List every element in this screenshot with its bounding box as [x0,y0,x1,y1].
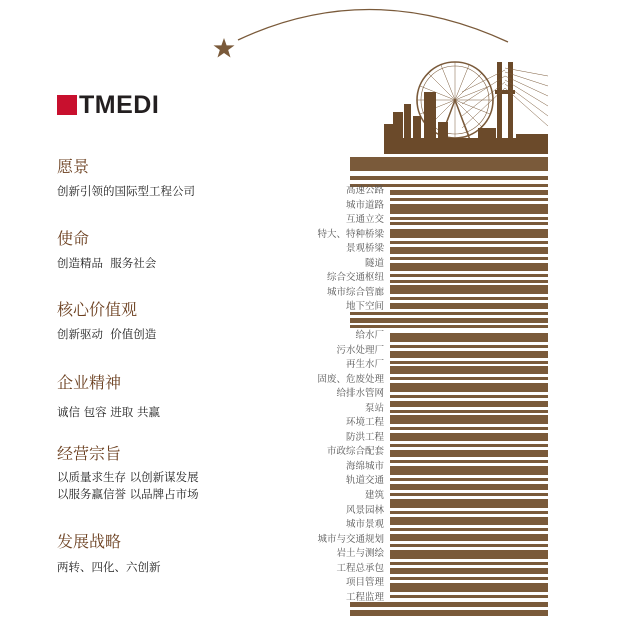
business-area-label: 城市景观 [345,519,384,530]
decorative-bar [350,176,548,180]
decorative-bar [390,297,548,300]
section-text: 两转、四化、六创新 [57,560,161,574]
decorative-bar [390,241,548,244]
decorative-bar [390,415,548,424]
business-area-label: 给排水管网 [336,388,384,399]
decorative-bar [390,410,548,413]
decorative-bar [390,550,548,559]
decorative-bar [390,433,548,441]
business-area-label: 防洪工程 [345,432,384,443]
decorative-bar [390,280,548,283]
decorative-bar [390,544,548,547]
decorative-bar [390,345,548,348]
decorative-bar [390,478,548,481]
decorative-bar [390,466,548,475]
business-area-label: 高速公路 [345,185,384,196]
section-text: 诚信 包容 进取 共赢 [57,405,160,419]
decorative-bar [390,351,548,358]
business-area-label: 工程监理 [345,592,384,603]
business-area-label: 综合交通枢纽 [326,272,384,283]
decorative-bar [390,528,548,531]
decorative-bar [390,493,548,496]
decorative-bar [390,595,548,598]
decorative-bar [390,484,548,490]
decorative-bar [390,568,548,574]
decorative-bar [390,257,548,260]
business-area-label: 项目管理 [345,577,384,588]
decorative-bar [390,222,548,225]
business-area-label: 污水处理厂 [336,345,384,356]
decorative-bar [390,229,548,238]
business-area-label: 城市与交通规划 [317,534,384,545]
decorative-bar [390,450,548,457]
decorative-bar [390,274,548,277]
decorative-bar [390,427,548,430]
section-text: 创新驱动 价值创造 [57,327,157,341]
section-text-line-1: 以质量求生存 以创新谋发展 [57,470,199,484]
section-text: 创造精品 服务社会 [57,256,157,270]
business-area-label: 地下空间 [345,301,384,312]
section-title: 使命 [57,229,90,248]
decorative-bar [390,377,548,380]
decorative-bar [390,577,548,580]
section-title: 企业精神 [57,373,122,392]
decorative-bar [390,285,548,294]
decorative-bar [390,534,548,541]
section-text-line-2: 以服务赢信誉 以品牌占市场 [57,487,199,501]
business-area-label: 固废、危废处理 [317,374,384,385]
decorative-bar [350,157,548,171]
decorative-bar [390,444,548,447]
decorative-bar [350,610,548,616]
business-area-label: 隧道 [364,258,384,269]
business-area-label: 景观桥梁 [345,243,384,254]
decorative-bar [390,517,548,525]
section-title: 经营宗旨 [57,444,122,463]
decorative-bar [390,190,548,195]
section-title: 发展战略 [57,532,122,551]
business-area-label: 城市综合管廊 [326,287,384,298]
business-area-label: 给水厂 [355,330,384,341]
decorative-bar [390,460,548,463]
section-title: 核心价值观 [57,300,138,319]
business-area-label: 环境工程 [345,417,384,428]
business-area-label: 市政综合配套 [326,446,384,457]
decorative-bar [350,318,548,323]
business-area-label: 海绵城市 [345,461,384,472]
decorative-bar [390,333,548,342]
decorative-bar [390,499,548,508]
decorative-bar [390,198,548,201]
decorative-bar [390,217,548,220]
decorative-bar [390,247,548,254]
decorative-bar [390,383,548,392]
decorative-bar [390,366,548,374]
business-area-label: 轨道交通 [345,475,384,486]
decorative-bar [390,204,548,214]
section-text: 创新引领的国际型工程公司 [57,184,195,198]
business-area-label: 建筑 [364,490,384,501]
decorative-bar [390,395,548,398]
decorative-bar [390,583,548,592]
decorative-bar [390,303,548,309]
business-area-label: 城市道路 [345,200,384,211]
business-area-label: 泵站 [364,403,384,414]
business-area-label: 岩土与测绘 [336,548,384,559]
decorative-bar [390,562,548,565]
decorative-bar [390,401,548,407]
business-area-label: 风景园林 [345,505,384,516]
logo-text: TMEDI [79,91,160,119]
business-area-label: 工程总承包 [336,563,384,574]
decorative-bar [350,325,548,328]
decorative-bar [390,263,548,271]
business-area-label: 互通立交 [345,214,384,225]
decorative-bar [390,511,548,514]
section-title: 愿景 [57,157,90,176]
decorative-bar [390,361,548,364]
business-area-label: 特大、特种桥梁 [317,229,384,240]
business-area-label: 再生水厂 [345,359,384,370]
